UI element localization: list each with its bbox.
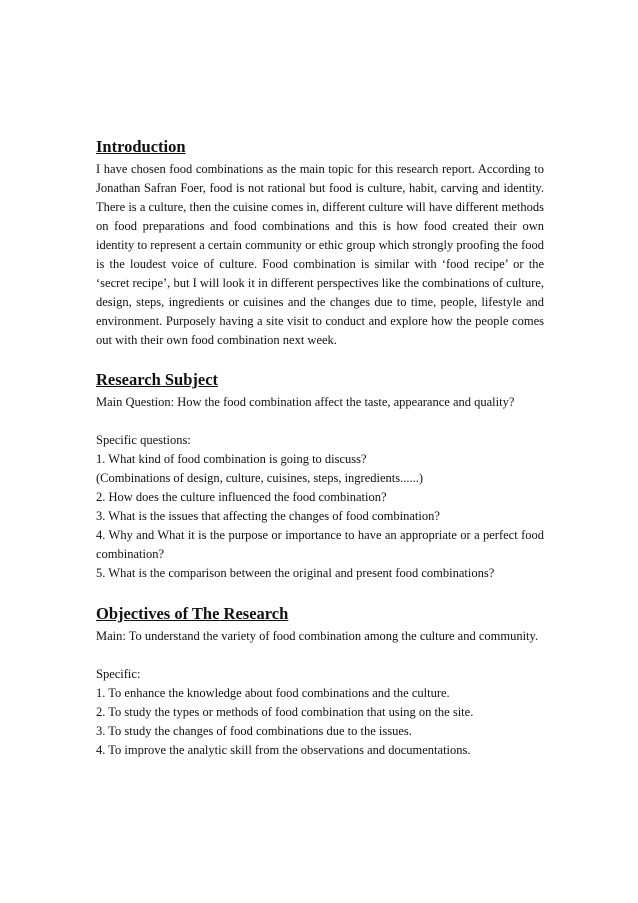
objectives-section <box>96 604 544 760</box>
introduction-section <box>96 137 544 350</box>
question-3: 3. What is the issues that affecting the changes of food combination? <box>96 509 440 523</box>
specific-questions-label: Specific questions: <box>96 433 191 447</box>
objectives-main: Main: To understand the variety of food combination among the culture and community. <box>96 629 539 643</box>
objectives-heading: Objectives of The Research <box>96 604 289 623</box>
spacer <box>96 646 544 665</box>
objective-1: 1. To enhance the knowledge about food combinations and the culture. <box>96 686 450 700</box>
introduction-heading: Introduction <box>96 137 186 156</box>
question-2: 2. How does the culture influenced the food combination? <box>96 490 387 504</box>
question-4: 4. Why and What it is the purpose or importance to have an appropriate or a perfect food combination? <box>96 528 544 561</box>
objectives-specific-label: Specific: <box>96 667 141 681</box>
question-1: 1. What kind of food combination is going to discuss? <box>96 452 367 466</box>
introduction-paragraph: I have chosen food combinations as the main topic for this research report. According to Jonathan Safran Foer, food is not rational but food is culture, habit, carving and identity. There is a culture, then the cuisine comes in, different culture will have different methods on food preparations and food combinations and this is how food created their own identity to represent a certain community or ethic group which strongly proofing the food is the loudest voice of culture. Food combination is similar with ‘food recipe’ or the ‘secret recipe’, but I will look it in different perspectives like the combinations of culture, design, steps, ingredients or cuisines and the changes due to time, people, lifestyle and environment. Purposely having a site visit to conduct and explore how the people comes out with their own food combination next week. <box>96 162 544 347</box>
objective-3: 3. To study the changes of food combinations due to the issues. <box>96 724 412 738</box>
objective-4: 4. To improve the analytic skill from the observations and documentations. <box>96 743 471 757</box>
question-5: 5. What is the comparison between the original and present food combinations? <box>96 566 495 580</box>
main-question: Main Question: How the food combination affect the taste, appearance and quality? <box>96 395 515 409</box>
research-subject-section <box>96 370 544 583</box>
question-1-note: (Combinations of design, culture, cuisines, steps, ingredients......) <box>96 471 424 485</box>
spacer <box>96 412 544 431</box>
objective-2: 2. To study the types or methods of food combination that using on the site. <box>96 705 474 719</box>
research-subject-heading: Research Subject <box>96 370 219 389</box>
